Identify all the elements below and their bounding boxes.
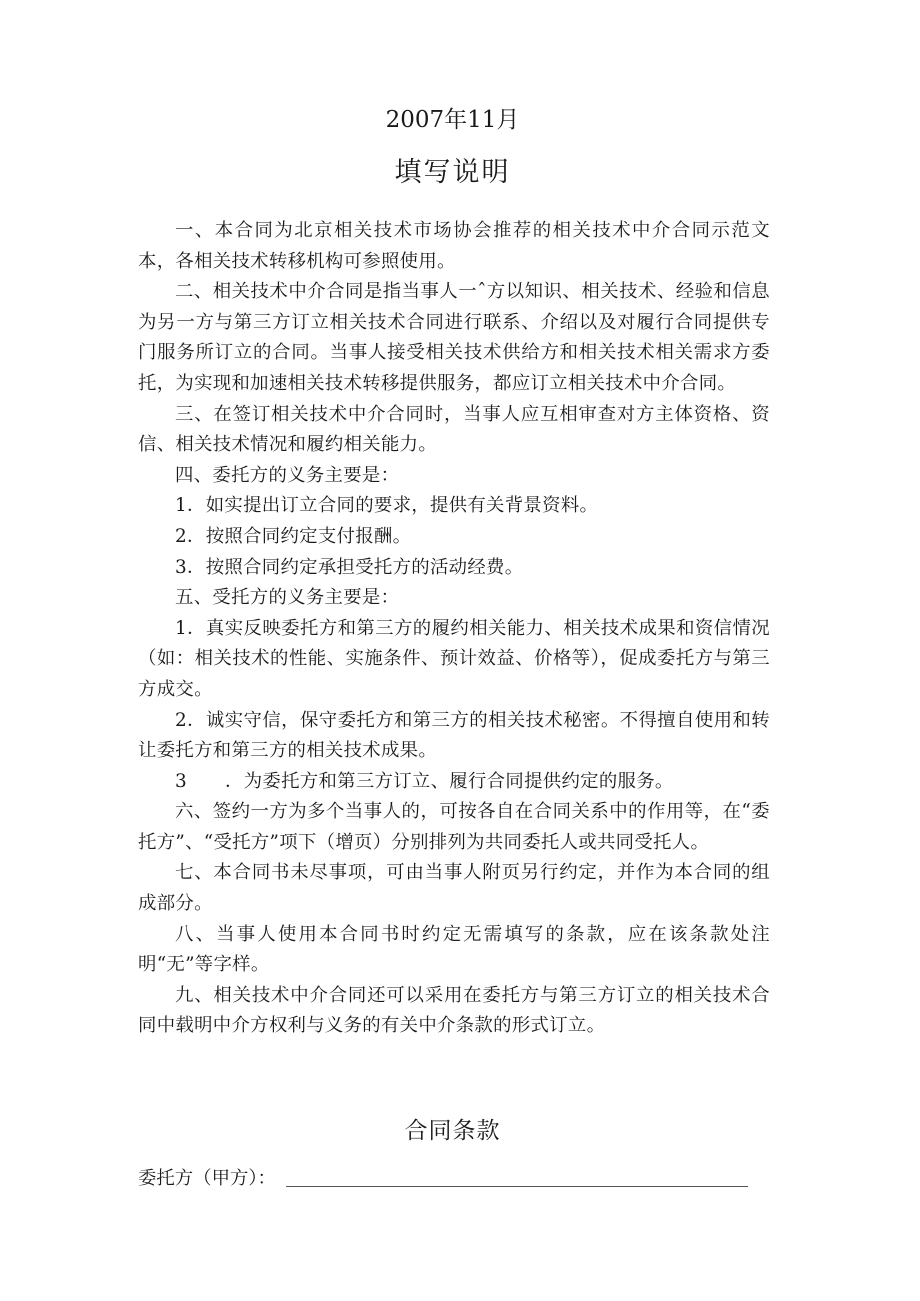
list-number: 3 (175, 770, 188, 792)
instruction-list-item: 1．如实提出订立合同的要求，提供有关背景资料。 (175, 495, 599, 517)
page-title: 填写说明 (394, 157, 511, 188)
instruction-list-item: 1．真实反映委托方和第三方的履约相关能力、相关技术成果和资信情况（如：相关技术的性能、实施条件、预计效益、价格等），促成委托方与第三方成交。 (138, 617, 770, 700)
instruction-list-item: 2．诚实守信，保守委托方和第三方的相关技术秘密。不得擅自使用和转让委托方和第三方的相关技术成果。 (138, 709, 770, 762)
instruction-list-item: 2．按照合同约定支付报酬。 (175, 525, 412, 547)
instruction-paragraph: 七、本合同书未尽事项，可由当事人附页另行约定，并作为本合同的组成部分。 (138, 862, 770, 915)
instruction-paragraph: 五、受托方的义务主要是： (175, 587, 400, 609)
instruction-paragraph: 八、当事人使用本合同书时约定无需填写的条款，应在该条款处注明“无”等字样。 (138, 923, 770, 976)
party-a-label: 委托方（甲方）： (138, 1168, 276, 1189)
instructions-body (138, 216, 770, 1042)
instruction-paragraph: 四、委托方的义务主要是： (175, 464, 400, 486)
instruction-paragraph: 六、签约一方为多个当事人的，可按各自在合同关系中的作用等，在“委托方”、“受托方”项下（增页）分别排列为共同委托人或共同受托人。 (138, 801, 770, 853)
instruction-paragraph: 三、在签订相关技术中介合同时，当事人应互相审查对方主体资格、资信、相关技术情况和履约相关能力。 (138, 403, 770, 456)
instruction-list-item (138, 767, 770, 798)
instruction-paragraph: 九、相关技术中介合同还可以采用在委托方与第三方订立的相关技术合同中载明中介方权利与义务的有关中介条款的形式订立。 (138, 984, 770, 1037)
terms-heading: 合同条款 (404, 1118, 501, 1144)
instruction-paragraph: 二、相关技术中介合同是指当事人一ˆ方以知识、相关技术、经验和信息为另一方与第三方订立相关技术合同进行联系、介绍以及对履行合同提供专门服务所订立的合同。当事人接受相关技术供给方和相关技术相关需求方委托，为实现和加速相关技术转移提供服务，都应订立相关技术中介合同。 (138, 281, 770, 394)
list-text: ．为委托方和第三方订立、履行合同提供约定的服务。 (225, 770, 674, 792)
document-date: 2007年11月 (385, 107, 520, 133)
instruction-list-item: 3．按照合同约定承担受托方的活动经费。 (175, 556, 524, 578)
party-a-row (138, 1164, 778, 1194)
instruction-paragraph: 一、本合同为北京相关技术市场协会推荐的相关技术中介合同示范文本，各相关技术转移机构可参照使用。 (138, 220, 770, 272)
party-a-fill-line[interactable] (286, 1168, 748, 1187)
